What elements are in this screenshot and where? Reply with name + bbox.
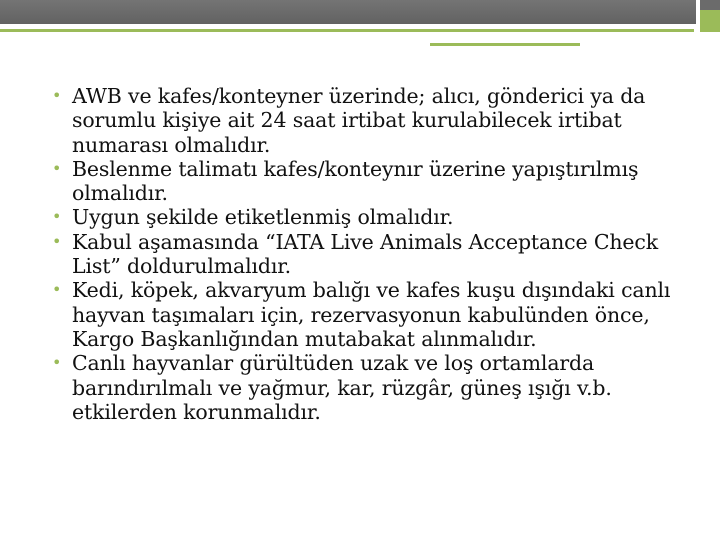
bullet-text: Beslenme talimatı kafes/konteynır üzerine yapıştırılmış olmalıdır. <box>72 156 639 206</box>
bullet-text: Canlı hayvanlar gürültüden uzak ve loş ortamlarda barındırılmalı ve yağmur, kar, rüzgâr, güneş ışığı v.b. etkilerden korunmalıdır. <box>72 351 612 424</box>
bullet-icon: • <box>52 280 62 300</box>
bullet-icon: • <box>52 158 62 178</box>
header-green-rule <box>0 29 694 32</box>
bullet-item <box>52 278 692 351</box>
bullet-item <box>52 205 692 229</box>
slide-body <box>52 84 692 424</box>
header-dark-bar <box>0 0 696 24</box>
header-corner-grey <box>700 0 720 10</box>
bullet-icon: • <box>52 207 62 227</box>
bullet-text: AWB ve kafes/konteyner üzerinde; alıcı, gönderici ya da sorumlu kişiye ait 24 saat irtibat kurulabilecek irtibat numarası olmalıdır. <box>72 84 646 157</box>
bullet-item <box>52 351 692 424</box>
header-green-short-rule <box>430 43 580 46</box>
bullet-item <box>52 84 692 157</box>
bullet-icon: • <box>52 231 62 251</box>
bullet-icon: • <box>52 353 62 373</box>
bullet-item <box>52 230 692 279</box>
bullet-text: Kedi, köpek, akvaryum balığı ve kafes kuşu dışındaki canlı hayvan taşımaları için, rezervasyonun kabulünden önce, Kargo Başkanlığından mutabakat alınmalıdır. <box>72 278 671 351</box>
bullet-list <box>52 84 692 424</box>
bullet-item <box>52 157 692 206</box>
header-band <box>0 0 720 33</box>
bullet-icon: • <box>52 86 62 105</box>
bullet-text: Uygun şekilde etiketlenmiş olmalıdır. <box>72 205 454 230</box>
bullet-text: Kabul aşamasında “IATA Live Animals Acceptance Check List” doldurulmalıdır. <box>72 229 658 279</box>
header-dark-bar-fill <box>0 0 696 24</box>
